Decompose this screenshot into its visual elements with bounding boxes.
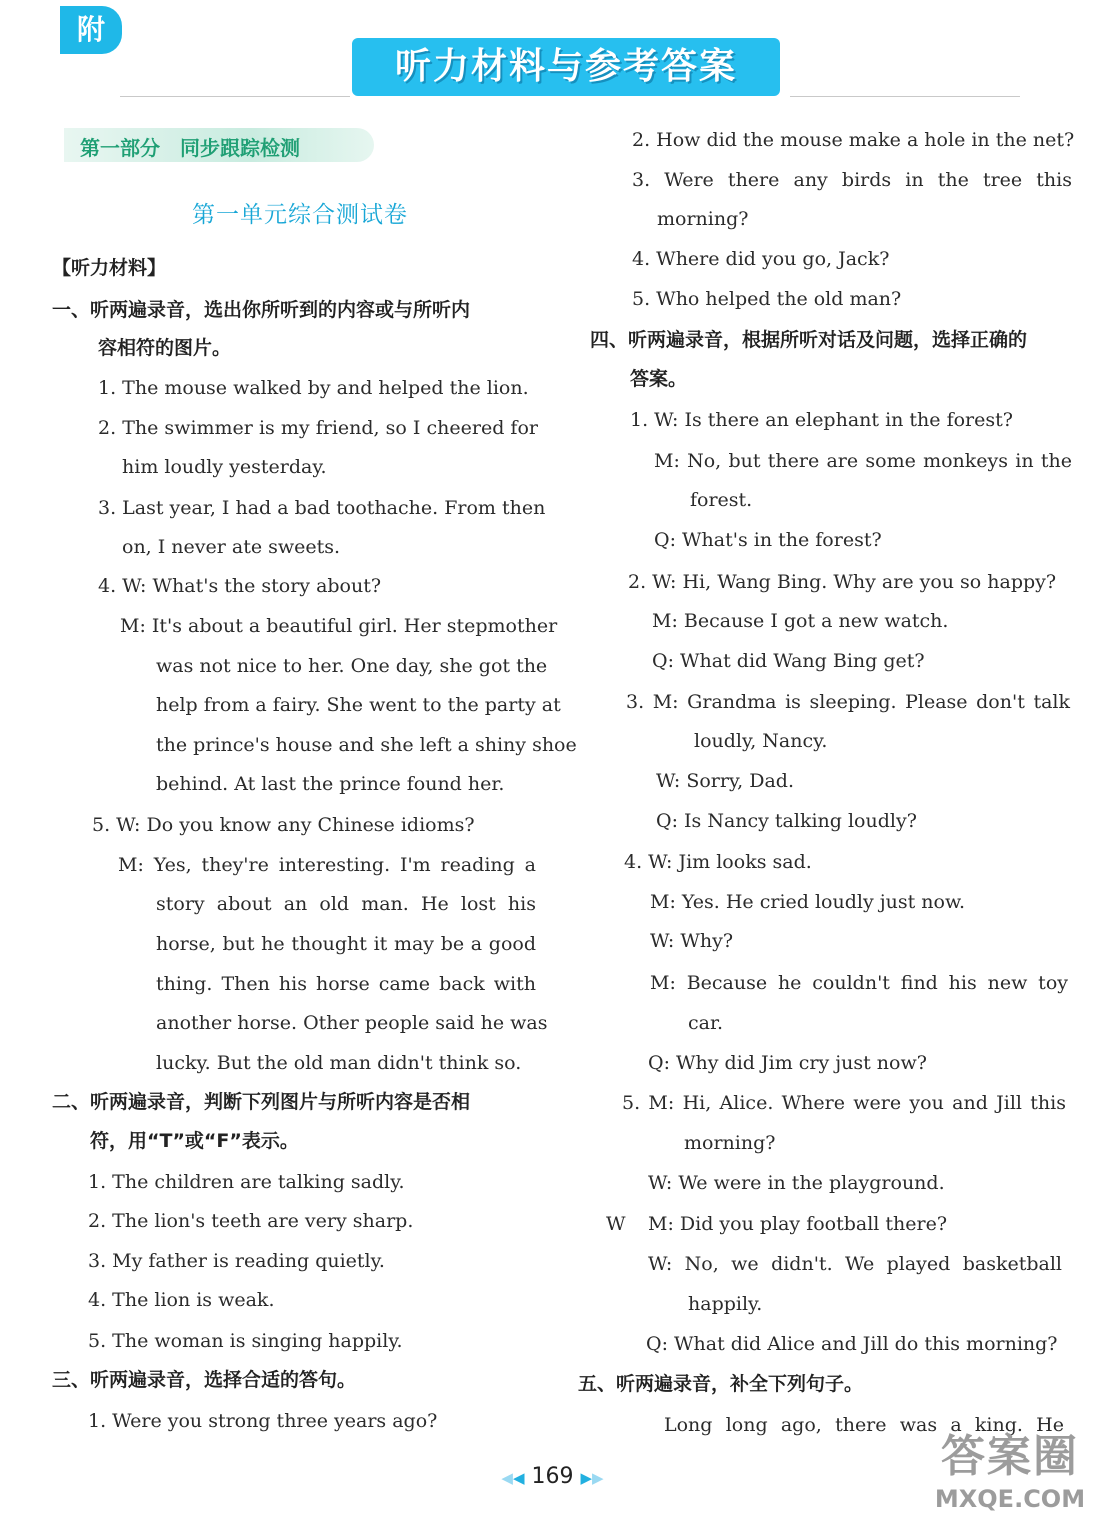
section-heading: 四、听两遍录音，根据所听对话及问题，选择正确的 <box>590 329 1028 351</box>
text-line: forest. <box>690 489 753 511</box>
text-line: W: We were in the playground. <box>648 1172 945 1194</box>
text-line: 4. W: What's the story about? <box>98 575 382 597</box>
text-line: M: It's about a beautiful girl. Her stepmother <box>120 615 558 637</box>
text-line: 2. How did the mouse make a hole in the net? <box>632 129 1075 151</box>
text-line: Q: Why did Jim cry just now? <box>648 1052 927 1074</box>
text-line: M: Yes. He cried loudly just now. <box>650 891 966 913</box>
text-line: car. <box>688 1012 724 1034</box>
text-line: was not nice to her. One day, she got the <box>156 655 548 677</box>
section-heading: 三、听两遍录音，选择合适的答句。 <box>52 1369 357 1391</box>
text-line: 5. M: Hi, Alice. Where were you and Jill this <box>622 1092 1066 1114</box>
next-arrow-icon: ▶ <box>580 1469 593 1487</box>
text-line: lucky. But the old man didn't think so. <box>156 1052 522 1074</box>
text-line: 3. Were there any birds in the tree this <box>632 169 1072 191</box>
part-heading: 第一部分 同步跟踪检测 <box>80 136 300 160</box>
header-rule-right <box>790 96 1020 97</box>
text-line: 2. The swimmer is my friend, so I cheered for <box>98 417 538 439</box>
text-line: 3. Last year, I had a bad toothache. From then <box>98 497 546 519</box>
text-line: the prince's house and she left a shiny shoe <box>156 734 577 756</box>
text-line: him loudly yesterday. <box>122 456 327 478</box>
section-heading: 容相符的图片。 <box>98 337 232 359</box>
section-heading: 答案。 <box>630 368 688 390</box>
text-line: Q: What did Wang Bing get? <box>652 650 925 672</box>
text-line: 5. The woman is singing happily. <box>88 1330 403 1352</box>
page-number: 169 <box>531 1464 574 1489</box>
text-line: another horse. Other people said he was <box>156 1012 548 1034</box>
text-line: loudly, Nancy. <box>694 730 828 752</box>
section-heading: 五、听两遍录音，补全下列句子。 <box>578 1373 864 1395</box>
section-heading: 符，用“T”或“F”表示。 <box>90 1130 299 1152</box>
text-line: 1. Were you strong three years ago? <box>88 1410 438 1432</box>
text-line: W: Sorry, Dad. <box>656 770 794 792</box>
text-line: M: Yes, they're interesting. I'm reading a <box>118 854 536 876</box>
text-line: 4. Where did you go, Jack? <box>632 248 890 270</box>
appendix-tag: 附 <box>60 6 122 54</box>
text-line: M: Because I got a new watch. <box>652 610 949 632</box>
text-line: 2. The lion's teeth are very sharp. <box>88 1210 414 1232</box>
text-line: 4. W: Jim looks sad. <box>624 851 812 873</box>
text-line: Long long ago, there was a king. He <box>664 1414 1064 1436</box>
text-line: Q: Is Nancy talking loudly? <box>656 810 917 832</box>
text-line: thing. Then his horse came back with <box>156 973 536 995</box>
text-line: story about an old man. He lost his <box>156 893 536 915</box>
text-line: 1. The mouse walked by and helped the lion. <box>98 377 529 399</box>
next-arrow-icon-2: ▶ <box>592 1469 604 1487</box>
text-line: M: Did you play football there? <box>648 1213 948 1235</box>
text-line: M: Because he couldn't find his new toy <box>650 972 1068 994</box>
text-line: 2. W: Hi, Wang Bing. Why are you so happy? <box>628 571 1057 593</box>
text-line: 4. The lion is weak. <box>88 1289 275 1311</box>
header-rule-left <box>120 96 350 97</box>
section-heading: 一、听两遍录音，选出你所听到的内容或与所听内 <box>52 299 471 321</box>
text-line: W: Why? <box>650 930 734 952</box>
prev-arrow-icon: ◀ <box>501 1469 513 1487</box>
text-line: Q: What did Alice and Jill do this morning? <box>646 1333 1058 1355</box>
watermark-bottom: MXQE.COM <box>934 1485 1086 1513</box>
text-line: 3. M: Grandma is sleeping. Please don't talk <box>626 691 1070 713</box>
text-line: horse, but he thought it may be a good <box>156 933 536 955</box>
text-line: 1. The children are talking sadly. <box>88 1171 405 1193</box>
text-line: morning? <box>657 208 749 230</box>
text-line: 1. W: Is there an elephant in the forest? <box>630 409 1013 431</box>
text-line: on, I never ate sweets. <box>122 536 341 558</box>
text-line: happily. <box>688 1293 763 1315</box>
text-line: 5. Who helped the old man? <box>632 288 902 310</box>
text-line: W <box>606 1213 626 1235</box>
watermark-top: 答案圈 <box>941 1431 1079 1482</box>
text-line: behind. At last the prince found her. <box>156 773 505 795</box>
section-heading: 【听力材料】 <box>52 257 167 279</box>
watermark-logo <box>925 1430 1095 1526</box>
page-title: 听力材料与参考答案 <box>352 38 780 96</box>
text-line: 3. My father is reading quietly. <box>88 1250 385 1272</box>
text-line: Q: What's in the forest? <box>654 529 882 551</box>
text-line: M: No, but there are some monkeys in the <box>654 450 1072 472</box>
text-line: help from a fairy. She went to the party at <box>156 694 561 716</box>
section-heading: 二、听两遍录音，判断下列图片与所听内容是否相 <box>52 1091 471 1113</box>
text-line: morning? <box>684 1132 776 1154</box>
unit-title: 第一单元综合测试卷 <box>192 202 408 228</box>
text-line: W: No, we didn't. We played basketball <box>648 1253 1062 1275</box>
prev-arrow-icon-2: ◀ <box>512 1469 525 1487</box>
text-line: 5. W: Do you know any Chinese idioms? <box>92 814 475 836</box>
